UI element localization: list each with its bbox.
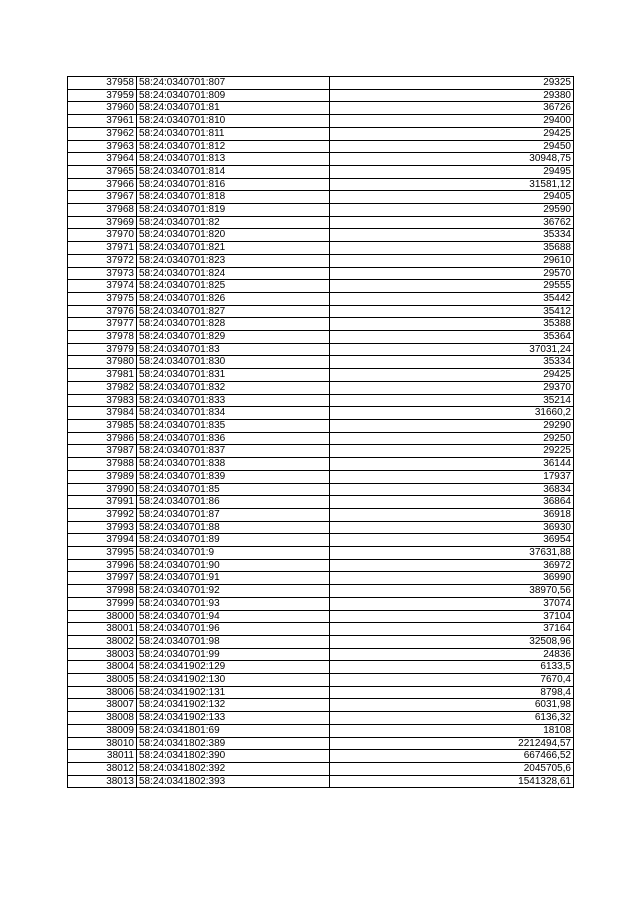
table-row bbox=[68, 585, 574, 598]
row-number: 37991 bbox=[68, 496, 137, 509]
table-row bbox=[68, 445, 574, 458]
cadastral-value: 36954 bbox=[330, 534, 574, 547]
cadastral-number: 58:24:0340701:98 bbox=[137, 635, 330, 648]
cadastral-value: 29425 bbox=[330, 369, 574, 382]
table-row bbox=[68, 318, 574, 331]
cadastral-value: 6133,5 bbox=[330, 661, 574, 674]
table-row bbox=[68, 699, 574, 712]
table-row bbox=[68, 724, 574, 737]
table-row bbox=[68, 762, 574, 775]
cadastral-number: 58:24:0340701:816 bbox=[137, 178, 330, 191]
cadastral-value: 29225 bbox=[330, 445, 574, 458]
table-row bbox=[68, 102, 574, 115]
cadastral-value: 35442 bbox=[330, 292, 574, 305]
cadastral-value: 29325 bbox=[330, 77, 574, 90]
cadastral-value: 2212494,57 bbox=[330, 737, 574, 750]
cadastral-value: 31581,12 bbox=[330, 178, 574, 191]
row-number: 37989 bbox=[68, 470, 137, 483]
cadastral-value: 29590 bbox=[330, 204, 574, 217]
cadastral-value: 17937 bbox=[330, 470, 574, 483]
table-row bbox=[68, 661, 574, 674]
table-row bbox=[68, 534, 574, 547]
cadastral-number: 58:24:0341802:393 bbox=[137, 775, 330, 788]
row-number: 37971 bbox=[68, 242, 137, 255]
cadastral-number: 58:24:0340701:826 bbox=[137, 292, 330, 305]
cadastral-number: 58:24:0341902:133 bbox=[137, 712, 330, 725]
table-row bbox=[68, 458, 574, 471]
row-number: 37980 bbox=[68, 356, 137, 369]
row-number: 38006 bbox=[68, 686, 137, 699]
cadastral-value: 35364 bbox=[330, 331, 574, 344]
cadastral-value: 35688 bbox=[330, 242, 574, 255]
cadastral-number: 58:24:0340701:833 bbox=[137, 394, 330, 407]
table-row bbox=[68, 369, 574, 382]
row-number: 38001 bbox=[68, 623, 137, 636]
cadastral-number: 58:24:0340701:820 bbox=[137, 229, 330, 242]
row-number: 37983 bbox=[68, 394, 137, 407]
row-number: 38008 bbox=[68, 712, 137, 725]
cadastral-number: 58:24:0340701:839 bbox=[137, 470, 330, 483]
cadastral-value: 29495 bbox=[330, 165, 574, 178]
cadastral-value: 29570 bbox=[330, 267, 574, 280]
table-row bbox=[68, 635, 574, 648]
cadastral-value: 36972 bbox=[330, 559, 574, 572]
cadastral-number: 58:24:0340701:832 bbox=[137, 381, 330, 394]
row-number: 37981 bbox=[68, 369, 137, 382]
row-number: 37976 bbox=[68, 305, 137, 318]
table-row bbox=[68, 559, 574, 572]
cadastral-value: 29400 bbox=[330, 115, 574, 128]
cadastral-value: 36990 bbox=[330, 572, 574, 585]
table-row bbox=[68, 508, 574, 521]
cadastral-number: 58:24:0340701:93 bbox=[137, 597, 330, 610]
cadastral-number: 58:24:0340701:88 bbox=[137, 521, 330, 534]
table-body bbox=[68, 77, 574, 788]
row-number: 38013 bbox=[68, 775, 137, 788]
row-number: 37982 bbox=[68, 381, 137, 394]
row-number: 37985 bbox=[68, 419, 137, 432]
table-row bbox=[68, 381, 574, 394]
table-row bbox=[68, 331, 574, 344]
row-number: 37978 bbox=[68, 331, 137, 344]
cadastral-number: 58:24:0340701:829 bbox=[137, 331, 330, 344]
row-number: 38011 bbox=[68, 750, 137, 763]
table-row bbox=[68, 140, 574, 153]
cadastral-number: 58:24:0340701:807 bbox=[137, 77, 330, 90]
table-row bbox=[68, 178, 574, 191]
table-row bbox=[68, 712, 574, 725]
table-row bbox=[68, 419, 574, 432]
cadastral-number: 58:24:0340701:809 bbox=[137, 89, 330, 102]
row-number: 37964 bbox=[68, 153, 137, 166]
table-row bbox=[68, 77, 574, 90]
cadastral-value: 8798,4 bbox=[330, 686, 574, 699]
cadastral-value: 29555 bbox=[330, 280, 574, 293]
row-number: 38010 bbox=[68, 737, 137, 750]
table-row bbox=[68, 394, 574, 407]
cadastral-number: 58:24:0340701:91 bbox=[137, 572, 330, 585]
table-row bbox=[68, 470, 574, 483]
cadastral-number: 58:24:0340701:828 bbox=[137, 318, 330, 331]
cadastral-number: 58:24:0340701:823 bbox=[137, 254, 330, 267]
cadastral-number: 58:24:0341802:389 bbox=[137, 737, 330, 750]
cadastral-number: 58:24:0340701:812 bbox=[137, 140, 330, 153]
cadastral-value: 29425 bbox=[330, 127, 574, 140]
cadastral-number: 58:24:0340701:830 bbox=[137, 356, 330, 369]
cadastral-number: 58:24:0340701:827 bbox=[137, 305, 330, 318]
table-row bbox=[68, 547, 574, 560]
cadastral-value: 29380 bbox=[330, 89, 574, 102]
row-number: 38007 bbox=[68, 699, 137, 712]
cadastral-number: 58:24:0340701:82 bbox=[137, 216, 330, 229]
cadastral-number: 58:24:0340701:836 bbox=[137, 432, 330, 445]
table-row bbox=[68, 204, 574, 217]
cadastral-value: 1541328,61 bbox=[330, 775, 574, 788]
row-number: 37992 bbox=[68, 508, 137, 521]
table-row bbox=[68, 407, 574, 420]
row-number: 38004 bbox=[68, 661, 137, 674]
cadastral-number: 58:24:0340701:94 bbox=[137, 610, 330, 623]
cadastral-number: 58:24:0340701:96 bbox=[137, 623, 330, 636]
row-number: 38012 bbox=[68, 762, 137, 775]
cadastral-number: 58:24:0340701:85 bbox=[137, 483, 330, 496]
table-row bbox=[68, 242, 574, 255]
row-number: 37990 bbox=[68, 483, 137, 496]
cadastral-number: 58:24:0340701:813 bbox=[137, 153, 330, 166]
table-row bbox=[68, 750, 574, 763]
row-number: 37963 bbox=[68, 140, 137, 153]
cadastral-value: 6136,32 bbox=[330, 712, 574, 725]
table-row bbox=[68, 356, 574, 369]
table-row bbox=[68, 496, 574, 509]
cadastral-number: 58:24:0340701:99 bbox=[137, 648, 330, 661]
cadastral-number: 58:24:0340701:824 bbox=[137, 267, 330, 280]
cadastral-number: 58:24:0340701:819 bbox=[137, 204, 330, 217]
table-row bbox=[68, 191, 574, 204]
row-number: 37999 bbox=[68, 597, 137, 610]
table-row bbox=[68, 572, 574, 585]
cadastral-number: 58:24:0341802:392 bbox=[137, 762, 330, 775]
cadastral-number: 58:24:0341801:69 bbox=[137, 724, 330, 737]
cadastral-value: 35388 bbox=[330, 318, 574, 331]
row-number: 37973 bbox=[68, 267, 137, 280]
cadastral-value: 18108 bbox=[330, 724, 574, 737]
row-number: 37993 bbox=[68, 521, 137, 534]
table-row bbox=[68, 153, 574, 166]
table-row bbox=[68, 254, 574, 267]
cadastral-value: 29250 bbox=[330, 432, 574, 445]
cadastral-number: 58:24:0341902:129 bbox=[137, 661, 330, 674]
table-row bbox=[68, 775, 574, 788]
cadastral-value: 29450 bbox=[330, 140, 574, 153]
cadastral-value: 37104 bbox=[330, 610, 574, 623]
row-number: 37970 bbox=[68, 229, 137, 242]
cadastral-value: 29290 bbox=[330, 419, 574, 432]
table-row bbox=[68, 216, 574, 229]
cadastral-number: 58:24:0340701:90 bbox=[137, 559, 330, 572]
cadastral-value: 2045705,6 bbox=[330, 762, 574, 775]
row-number: 38000 bbox=[68, 610, 137, 623]
cadastral-value: 37031,24 bbox=[330, 343, 574, 356]
row-number: 38005 bbox=[68, 674, 137, 687]
row-number: 37996 bbox=[68, 559, 137, 572]
table-row bbox=[68, 115, 574, 128]
table-row bbox=[68, 292, 574, 305]
row-number: 37988 bbox=[68, 458, 137, 471]
row-number: 37972 bbox=[68, 254, 137, 267]
table-row bbox=[68, 674, 574, 687]
cadastral-number: 58:24:0340701:821 bbox=[137, 242, 330, 255]
table-row bbox=[68, 229, 574, 242]
cadastral-value: 29370 bbox=[330, 381, 574, 394]
row-number: 38002 bbox=[68, 635, 137, 648]
cadastral-number: 58:24:0340701:83 bbox=[137, 343, 330, 356]
row-number: 37961 bbox=[68, 115, 137, 128]
table-row bbox=[68, 610, 574, 623]
cadastral-value: 36930 bbox=[330, 521, 574, 534]
row-number: 37960 bbox=[68, 102, 137, 115]
row-number: 37998 bbox=[68, 585, 137, 598]
row-number: 37969 bbox=[68, 216, 137, 229]
cadastral-value: 29405 bbox=[330, 191, 574, 204]
cadastral-value: 667466,52 bbox=[330, 750, 574, 763]
row-number: 37979 bbox=[68, 343, 137, 356]
cadastral-value: 37074 bbox=[330, 597, 574, 610]
cadastral-number: 58:24:0340701:825 bbox=[137, 280, 330, 293]
row-number: 37977 bbox=[68, 318, 137, 331]
table-row bbox=[68, 737, 574, 750]
table-row bbox=[68, 343, 574, 356]
cadastral-number: 58:24:0340701:818 bbox=[137, 191, 330, 204]
table-row bbox=[68, 483, 574, 496]
cadastral-number: 58:24:0340701:811 bbox=[137, 127, 330, 140]
cadastral-value: 32508,96 bbox=[330, 635, 574, 648]
cadastral-value: 35334 bbox=[330, 229, 574, 242]
cadastral-value: 37631,88 bbox=[330, 547, 574, 560]
row-number: 37997 bbox=[68, 572, 137, 585]
cadastral-value: 35214 bbox=[330, 394, 574, 407]
cadastral-number: 58:24:0340701:838 bbox=[137, 458, 330, 471]
table-row bbox=[68, 267, 574, 280]
cadastral-number: 58:24:0341902:132 bbox=[137, 699, 330, 712]
table-row bbox=[68, 127, 574, 140]
row-number: 37958 bbox=[68, 77, 137, 90]
cadastral-number: 58:24:0340701:87 bbox=[137, 508, 330, 521]
cadastral-value: 36864 bbox=[330, 496, 574, 509]
table-row bbox=[68, 305, 574, 318]
cadastral-number: 58:24:0340701:835 bbox=[137, 419, 330, 432]
row-number: 37968 bbox=[68, 204, 137, 217]
cadastral-value: 35334 bbox=[330, 356, 574, 369]
row-number: 37984 bbox=[68, 407, 137, 420]
cadastral-number: 58:24:0340701:837 bbox=[137, 445, 330, 458]
row-number: 38009 bbox=[68, 724, 137, 737]
row-number: 37994 bbox=[68, 534, 137, 547]
cadastral-number: 58:24:0340701:89 bbox=[137, 534, 330, 547]
table-row bbox=[68, 597, 574, 610]
cadastral-value: 36144 bbox=[330, 458, 574, 471]
cadastral-number: 58:24:0341802:390 bbox=[137, 750, 330, 763]
cadastral-number: 58:24:0340701:814 bbox=[137, 165, 330, 178]
cadastral-value: 38970,56 bbox=[330, 585, 574, 598]
cadastral-value: 36918 bbox=[330, 508, 574, 521]
cadastral-value: 35412 bbox=[330, 305, 574, 318]
cadastral-value: 6031,98 bbox=[330, 699, 574, 712]
cadastral-number: 58:24:0340701:831 bbox=[137, 369, 330, 382]
cadastral-number: 58:24:0340701:81 bbox=[137, 102, 330, 115]
row-number: 37974 bbox=[68, 280, 137, 293]
row-number: 37975 bbox=[68, 292, 137, 305]
cadastral-value: 7670,4 bbox=[330, 674, 574, 687]
row-number: 37959 bbox=[68, 89, 137, 102]
cadastral-number: 58:24:0340701:810 bbox=[137, 115, 330, 128]
cadastral-number: 58:24:0340701:9 bbox=[137, 547, 330, 560]
cadastral-number: 58:24:0340701:86 bbox=[137, 496, 330, 509]
row-number: 38003 bbox=[68, 648, 137, 661]
cadastral-value: 30948,75 bbox=[330, 153, 574, 166]
table-row bbox=[68, 432, 574, 445]
row-number: 37995 bbox=[68, 547, 137, 560]
cadastral-value: 36762 bbox=[330, 216, 574, 229]
cadastral-value: 37164 bbox=[330, 623, 574, 636]
cadastral-number: 58:24:0341902:131 bbox=[137, 686, 330, 699]
table-row bbox=[68, 648, 574, 661]
cadastral-value: 36726 bbox=[330, 102, 574, 115]
row-number: 37966 bbox=[68, 178, 137, 191]
cadastral-value: 24836 bbox=[330, 648, 574, 661]
row-number: 37987 bbox=[68, 445, 137, 458]
table-row bbox=[68, 686, 574, 699]
table-row bbox=[68, 521, 574, 534]
row-number: 37965 bbox=[68, 165, 137, 178]
cadastral-value: 36834 bbox=[330, 483, 574, 496]
table-row bbox=[68, 165, 574, 178]
cadastral-number: 58:24:0340701:834 bbox=[137, 407, 330, 420]
table-row bbox=[68, 623, 574, 636]
cadastral-value: 31660,2 bbox=[330, 407, 574, 420]
cadastral-value-table bbox=[67, 76, 574, 788]
cadastral-value: 29610 bbox=[330, 254, 574, 267]
cadastral-number: 58:24:0341902:130 bbox=[137, 674, 330, 687]
row-number: 37967 bbox=[68, 191, 137, 204]
row-number: 37962 bbox=[68, 127, 137, 140]
table-row bbox=[68, 280, 574, 293]
row-number: 37986 bbox=[68, 432, 137, 445]
table-row bbox=[68, 89, 574, 102]
cadastral-number: 58:24:0340701:92 bbox=[137, 585, 330, 598]
